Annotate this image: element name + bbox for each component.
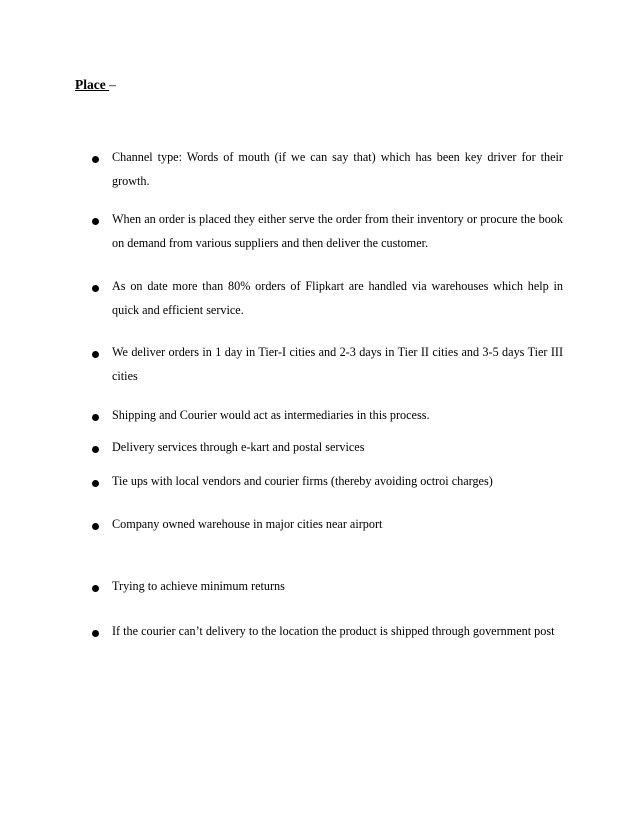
list-item-text: Channel type: Words of mouth (if we can say that) which has been key driver for their growth.	[112, 150, 563, 188]
bullet-icon	[92, 414, 99, 421]
section-heading	[75, 77, 116, 93]
bullet-icon	[92, 285, 99, 292]
section-heading-dash: –	[109, 77, 116, 92]
list-item-text: Company owned warehouse in major cities near airport	[112, 517, 383, 531]
bullet-icon	[92, 218, 99, 225]
bullet-icon	[92, 523, 99, 530]
list-item-text: Delivery services through e-kart and postal services	[112, 440, 365, 454]
bullet-icon	[92, 480, 99, 487]
list-item-text: We deliver orders in 1 day in Tier-I cities and 2-3 days in Tier II cities and 3-5 days Tier III cities	[112, 345, 563, 383]
section-heading-title: Place	[75, 77, 110, 92]
list-item-text: Shipping and Courier would act as intermediaries in this process.	[112, 408, 430, 422]
bullet-icon	[92, 351, 99, 358]
list-item-text: Tie ups with local vendors and courier firms (thereby avoiding octroi charges)	[112, 474, 493, 488]
bullet-icon	[92, 630, 99, 637]
bullet-icon	[92, 585, 99, 592]
bullet-icon	[92, 156, 99, 163]
list-item-text: Trying to achieve minimum returns	[112, 579, 285, 593]
bullet-icon	[92, 446, 99, 453]
list-item-text: If the courier can’t delivery to the location the product is shipped through government post	[112, 624, 555, 638]
list-item-text: As on date more than 80% orders of Flipkart are handled via warehouses which help in quick and efficient service.	[112, 279, 563, 317]
list-item-text: When an order is placed they either serve the order from their inventory or procure the book on demand from various suppliers and then deliver the customer.	[112, 212, 563, 250]
